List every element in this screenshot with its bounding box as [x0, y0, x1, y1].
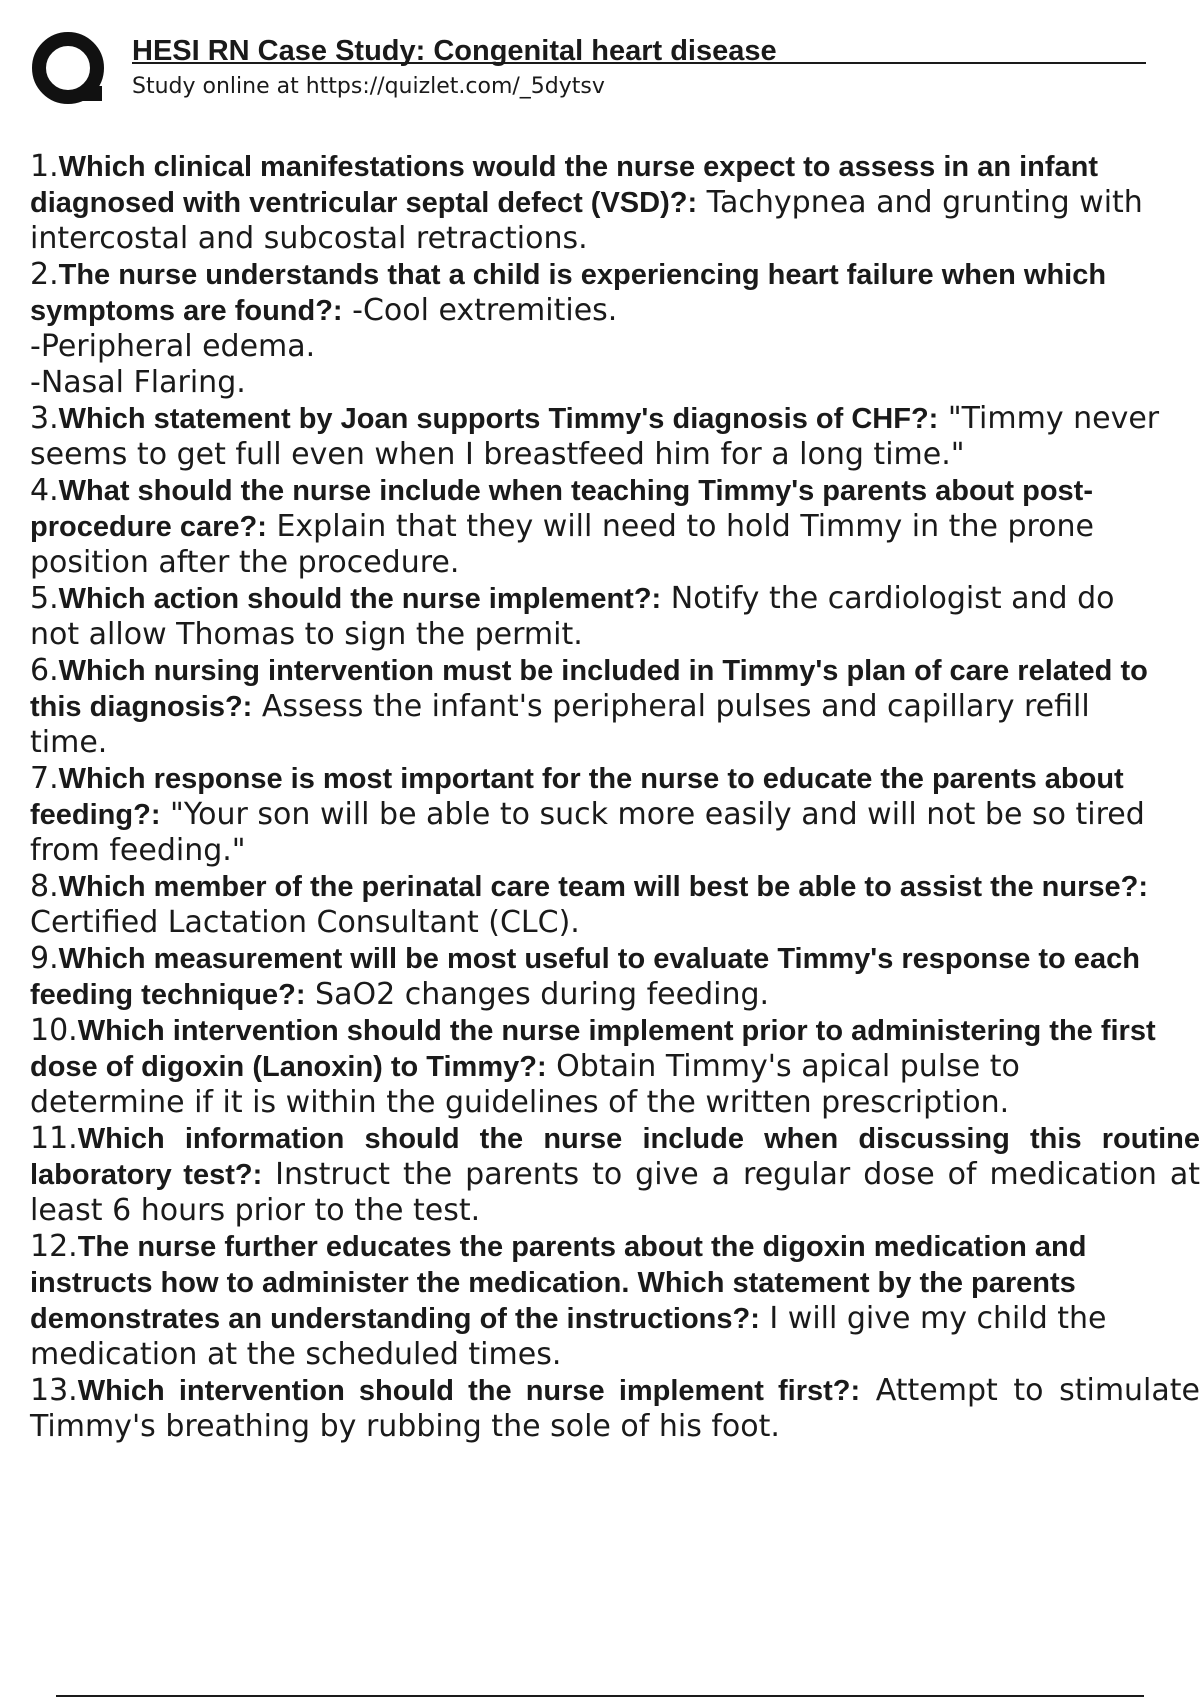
answer-text: Explain that they will need to hold Timmy in the prone position after the procedure. [30, 509, 1094, 580]
title-rule [132, 62, 1146, 64]
answer-text: Notify the cardiologist and do not allow Thomas to sign the permit. [30, 581, 1115, 652]
answer-text: SaO2 changes during feeding. [305, 977, 770, 1012]
title-block [132, 34, 1146, 102]
answer-extra-line: -Peripheral edema. [30, 329, 316, 364]
question-number: 4. [30, 473, 59, 508]
answer-text: Certified Lactation Consultant (CLC). [30, 905, 580, 940]
question-number: 6. [30, 653, 59, 688]
answer-text: Assess the infant's peripheral pulses and capillary refill time. [30, 689, 1090, 760]
qa-item-9 [30, 941, 1200, 1013]
answer-text: Tachypnea and grunting with intercostal and subcostal retractions. [30, 185, 1143, 256]
qa-item-1 [30, 149, 1200, 257]
question-text: The nurse further educates the parents about the digoxin medication and instructs how to administer the medication. Which statement by the parents demonstrates an understanding of the instructions?: [30, 1231, 1087, 1335]
answer-text: "Your son will be able to suck more easily and will not be so tired from feeding." [30, 797, 1145, 868]
question-text: Which clinical manifestations would the nurse expect to assess in an infant diagnosed with ventricular septal defect (VSD)?: [30, 151, 1099, 219]
question-text: Which intervention should the nurse implement first?: [77, 1375, 861, 1407]
question-text: Which information should the nurse include when discussing this routine laboratory test?: [30, 1123, 1200, 1191]
qa-item-6 [30, 653, 1200, 761]
question-number: 3. [30, 401, 59, 436]
study-online-link[interactable]: Study online at https://quizlet.com/_5dytsv [132, 74, 605, 99]
question-number: 12. [30, 1229, 78, 1264]
question-number: 10. [30, 1013, 78, 1048]
answer-text: I will give my child the medication at the scheduled times. [30, 1301, 1107, 1372]
question-answer-list [30, 149, 1200, 1445]
qa-item-5 [30, 581, 1200, 653]
question-text: Which member of the perinatal care team will best be able to assist the nurse?: [58, 871, 1149, 903]
qa-item-13 [30, 1373, 1200, 1445]
question-number: 13. [30, 1373, 78, 1408]
qa-item-2 [30, 257, 1200, 401]
question-number: 8. [30, 869, 59, 904]
question-text: Which action should the nurse implement?: [58, 583, 662, 615]
answer-extra-line: -Nasal Flaring. [30, 365, 246, 400]
answer-text: "Timmy never seems to get full even when I breastfeed him for a long time." [30, 401, 1160, 472]
question-text: Which measurement will be most useful to evaluate Timmy's response to each feeding technique?: [30, 943, 1140, 1011]
question-text: Which intervention should the nurse implement prior to administering the first dose of digoxin (Lanoxin) to Timmy?: [30, 1015, 1156, 1083]
page-title: HESI RN Case Study: Congenital heart disease [132, 35, 777, 67]
question-number: 1. [30, 149, 59, 184]
qa-item-8 [30, 869, 1200, 941]
footer-divider [56, 1695, 1144, 1697]
question-text: Which response is most important for the nurse to educate the parents about feeding?: [30, 763, 1124, 831]
qa-item-12 [30, 1229, 1200, 1373]
question-text: The nurse understands that a child is experiencing heart failure when which symptoms are found?: [30, 259, 1107, 327]
answer-text: Obtain Timmy's apical pulse to determine if it is within the guidelines of the written prescription. [30, 1049, 1020, 1120]
qa-item-3 [30, 401, 1200, 473]
question-number: 7. [30, 761, 59, 796]
qa-item-4 [30, 473, 1200, 581]
question-number: 2. [30, 257, 59, 292]
qa-item-7 [30, 761, 1200, 869]
question-number: 9. [30, 941, 59, 976]
question-number: 11. [30, 1121, 78, 1156]
answer-text: Attempt to stimulate Timmy's breathing by rubbing the sole of his foot. [30, 1373, 1200, 1444]
answer-text: Instruct the parents to give a regular dose of medication at least 6 hours prior to the test. [30, 1157, 1200, 1228]
qa-item-10 [30, 1013, 1200, 1121]
question-text: What should the nurse include when teaching Timmy's parents about post-procedure care?: [30, 475, 1093, 543]
qa-item-11 [30, 1121, 1200, 1229]
document-header [30, 28, 1146, 118]
question-number: 5. [30, 581, 59, 616]
quizlet-logo-icon [30, 28, 114, 112]
question-text: Which statement by Joan supports Timmy's diagnosis of CHF?: [58, 403, 939, 435]
answer-text: -Cool extremities. [342, 293, 618, 328]
question-text: Which nursing intervention must be included in Timmy's plan of care related to this diagnosis?: [30, 655, 1148, 723]
